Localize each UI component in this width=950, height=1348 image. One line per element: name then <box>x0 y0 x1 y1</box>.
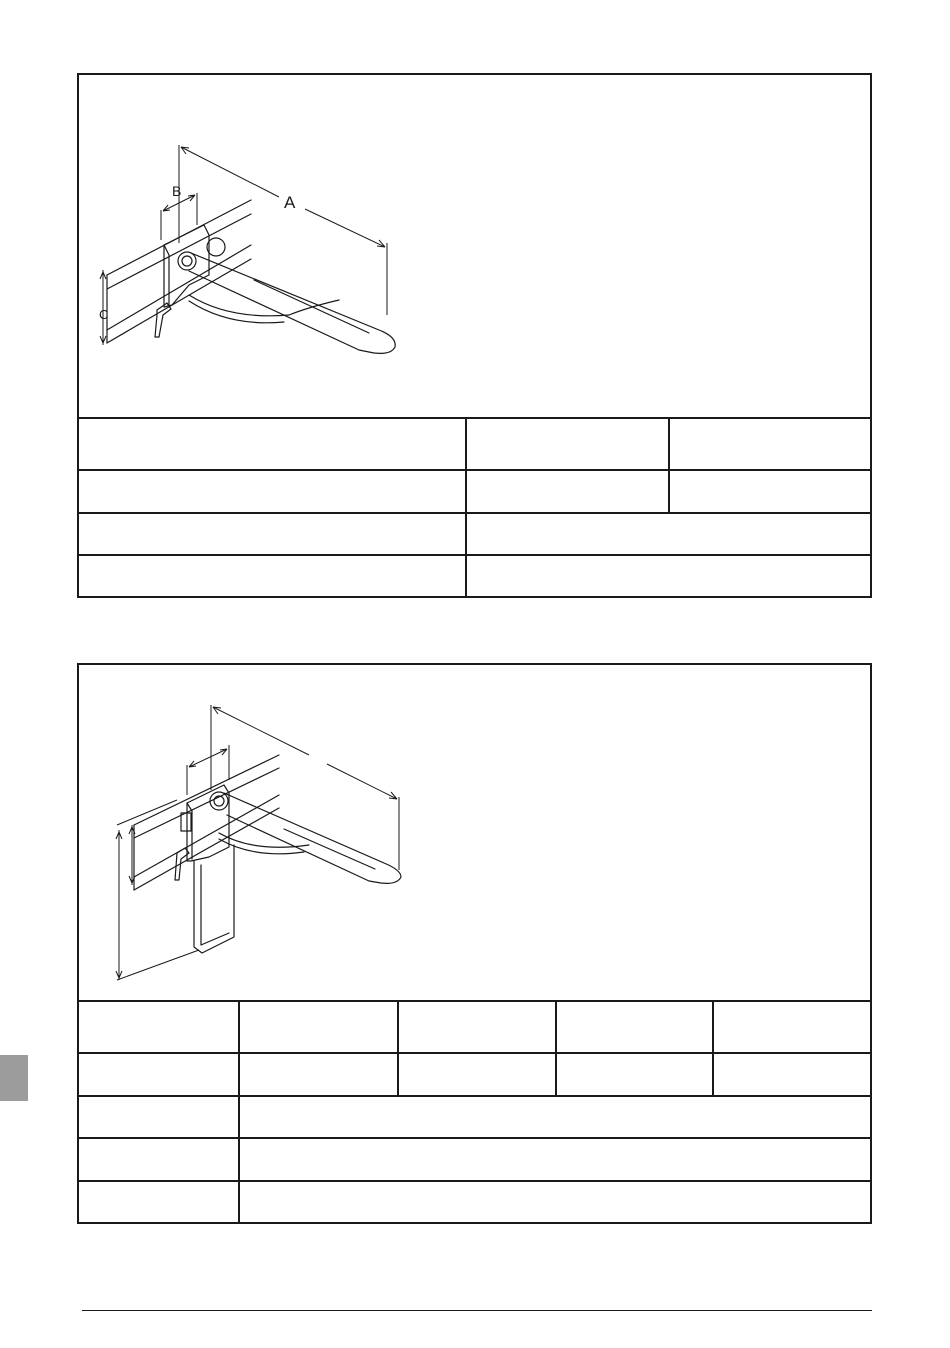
table-row <box>79 1096 870 1138</box>
table-cell <box>79 1001 239 1053</box>
table-row <box>79 513 870 555</box>
table-cell <box>669 418 870 470</box>
table-row <box>79 418 870 470</box>
dimension-label-c: C <box>99 307 109 322</box>
table-cell <box>713 1001 870 1053</box>
table-row <box>79 555 870 597</box>
table-cell <box>239 1053 398 1096</box>
table-cell <box>79 1181 239 1223</box>
dimension-label-b: B <box>172 183 182 199</box>
dimension-label-a: A <box>284 193 296 212</box>
table-row <box>79 470 870 513</box>
table-row <box>79 1053 870 1096</box>
table-cell <box>79 418 466 470</box>
table-cell <box>669 470 870 513</box>
table-cell <box>239 1181 870 1223</box>
table-cell <box>79 1096 239 1138</box>
table-cell <box>466 418 669 470</box>
table-cell <box>466 470 669 513</box>
table-cell <box>79 470 466 513</box>
table-cell <box>466 555 870 597</box>
table-cell <box>398 1001 556 1053</box>
table-cell <box>239 1096 870 1138</box>
spec-table-1 <box>79 417 870 597</box>
table-cell <box>556 1053 713 1096</box>
section-tab-marker <box>0 1055 28 1101</box>
product-panel-2 <box>77 663 872 1224</box>
table-row <box>79 1138 870 1181</box>
table-cell <box>79 513 466 555</box>
table-cell <box>239 1138 870 1181</box>
table-cell <box>79 555 466 597</box>
table-cell <box>466 513 870 555</box>
table-cell <box>713 1053 870 1096</box>
figure-1 <box>79 75 870 417</box>
figure-2 <box>79 665 870 1000</box>
support-arm-drawing-icon <box>79 75 870 417</box>
table-cell <box>239 1001 398 1053</box>
product-panel-1 <box>77 73 872 598</box>
table-cell <box>398 1053 556 1096</box>
table-cell <box>79 1053 239 1096</box>
spec-table-2 <box>79 1000 870 1223</box>
table-cell <box>556 1001 713 1053</box>
table-row <box>79 1001 870 1053</box>
table-row <box>79 1181 870 1223</box>
support-arm-backplate-drawing-icon <box>79 665 870 1000</box>
footer-divider <box>82 1310 872 1311</box>
table-cell <box>79 1138 239 1181</box>
